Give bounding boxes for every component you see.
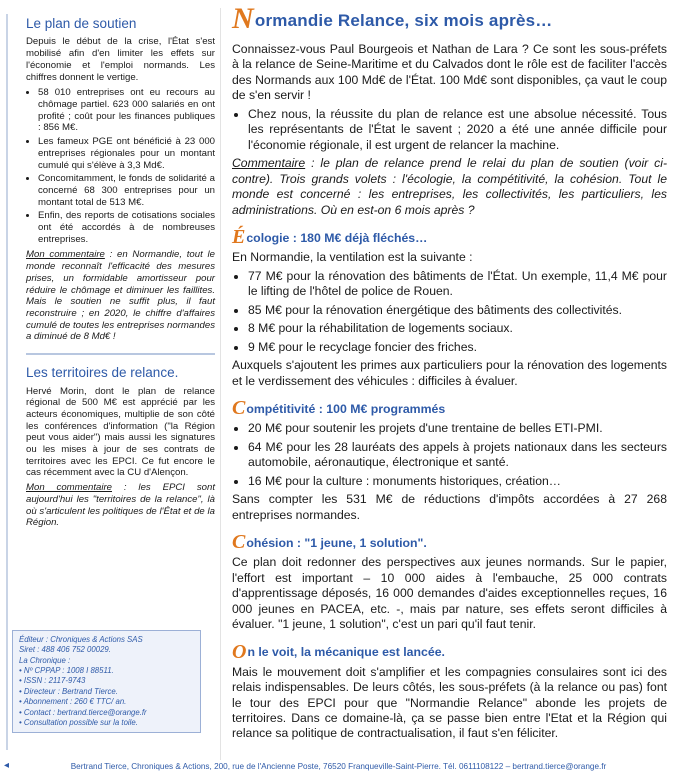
comment-text: : les EPCI sont aujourd'hui les "territoires de la relance", là où s'articulent les politiques de l'État et de la Région. <box>26 482 215 529</box>
ecologie-lead: En Normandie, la ventilation est la suivante : <box>232 250 473 265</box>
heading-text: cologie : 180 M€ déjà fléchés… <box>246 230 428 245</box>
list-item: • 58 010 entreprises ont eu recours au chômage partiel. 623 000 salariés en ont profité ; coût pour les finances publiques : 856 M€. <box>38 87 215 134</box>
article-comment <box>232 156 667 218</box>
ecologie-list <box>232 269 667 355</box>
comment-label: Mon commentaire <box>26 482 112 494</box>
comment-label: Commentaire <box>232 156 306 171</box>
heading-drop-cap: O <box>232 640 247 663</box>
list-item: • Enfin, des reports de cotisations sociales ont été accordés à de nombreuses entreprises. <box>38 210 215 245</box>
colophon-box <box>12 630 201 733</box>
left-column-rule <box>6 14 8 750</box>
cohesion-body: Ce plan doit redonner des perspectives aux jeunes normands. Sur le papier, l'effort est important – 10 000 aides à l'embauche, 25 000 contrats d'apprentissage déposés, 16 000 demandes d'aides exceptionnelles reçues, 16 000 jeunes en PACEA, etc. -, mais par nature, ses effets seront difficiles à évaluer. "1 jeune, 1 solution", c'est un pari qu'il faut tenir. <box>232 555 667 632</box>
colophon-line: • Abonnement : 260 € TTC/ an. <box>19 697 127 707</box>
quote-list <box>232 107 667 153</box>
comment-text: : le plan de relance prend le relai du plan de soutien (voir ci-contre). Trois grands volets : l'écologie, la compétitivité, la cohésion. Tout le monde est concerné : les entreprises, les collectivités, les particuliers, les administrations. Où en est-on 6 mois après ? <box>232 156 667 217</box>
list-item: • 85 M€ pour la rénovation énergétique des bâtiments des collectivités. <box>248 303 667 318</box>
heading-text: ohésion : "1 jeune, 1 solution". <box>246 535 427 550</box>
list-item: • 64 M€ pour les 28 lauréats des appels à projets nationaux dans les secteurs automobile, aéronautique, électronique et santé. <box>248 440 667 471</box>
list-item: • 16 M€ pour la culture : monuments historiques, création… <box>248 474 667 489</box>
plan-soutien-title: Le plan de soutien <box>26 16 137 31</box>
competitivite-list <box>232 421 667 489</box>
page-footer: Bertrand Tierce, Chroniques & Actions, 200, rue de l'Ancienne Poste, 76520 Franqueville-Saint-Pierre. Tél. 0611108122 – bertrand.tierce@orange.fr <box>70 762 607 771</box>
cohesion-heading <box>232 531 667 554</box>
colophon-line: • Consultation possible sur la toile. <box>19 717 138 727</box>
list-item: • 77 M€ pour la rénovation des bâtiments de l'État. Un exemple, 11,4 M€ pour le lifting de l'hôtel de police de Rouen. <box>248 269 667 300</box>
territoires-comment <box>26 482 215 529</box>
main-article <box>232 2 667 744</box>
colophon-line: Siret : 488 406 752 00029. <box>19 645 111 655</box>
mecanique-body: Mais le mouvement doit s'amplifier et les compagnies consulaires sont ici des relais indispensables. De leurs côtés, les sous-préfets (à la relance ou pas) font le tour des EPCI pour que "Normandie Relance" abonde les projets de territoires. Dans ce domaine-là, ça se passe bien entre l'Etat et la Région qui relance sa politique de contractualisation, il faut s'en féliciter. <box>232 664 667 741</box>
heading-drop-cap: C <box>232 397 246 420</box>
competitivite-heading <box>232 397 667 420</box>
ecologie-heading <box>232 226 667 249</box>
list-item: • 9 M€ pour le recyclage foncier des friches. <box>248 340 667 355</box>
plan-soutien-intro: Depuis le début de la crise, l'État s'est mobilisé afin d'en limiter les effets sur l'économie et l'emploi normands. Les chiffres donnent le vertige. <box>26 36 215 83</box>
list-item: • Les fameux PGE ont bénéficié à 23 000 entreprises régionales pour un montant cumulé qui s'élève à 3,3 Md€. <box>38 136 215 171</box>
territoires-title: Les territoires de relance. <box>26 365 179 381</box>
colophon-line: • Contact : bertrand.tierce@orange.fr <box>19 707 147 717</box>
mecanique-heading <box>232 640 667 663</box>
colophon-line: • Directeur : Bertrand Tierce. <box>19 686 118 696</box>
colophon-line: • ISSN : 2117-9743 <box>19 676 86 686</box>
sidebar <box>10 6 215 529</box>
heading-drop-cap: É <box>232 226 246 249</box>
colophon-line: • Nº CPPAP : 1008 I 88511. <box>19 666 114 676</box>
section-divider <box>26 353 215 355</box>
colophon-line: Éditeur : Chroniques & Actions SAS <box>19 635 143 644</box>
colophon-line: La Chronique : <box>19 655 71 665</box>
page-marker-icon: ◂ <box>4 760 10 771</box>
title-drop-cap: N <box>232 2 254 35</box>
plan-soutien-comment <box>26 249 215 343</box>
list-item: • Chez nous, la réussite du plan de relance est une absolue nécessité. Tous les représentants de l'État le savent ; 2020 a été une année difficile pour l'économie régionale, il est urgent de relancer la machine. <box>248 107 667 153</box>
column-divider <box>220 8 221 760</box>
heading-drop-cap: C <box>232 531 246 554</box>
competitivite-after: Sans compter les 531 M€ de réductions d'impôts accordées à 27 268 entreprises normandes. <box>232 492 667 522</box>
plan-soutien-list <box>26 87 215 245</box>
territoires-body: Hervé Morin, dont le plan de relance régional de 500 M€ est apprécié par les acteurs économiques, multiplie de son côté les conférences d'information ("la Région peut vous aider") mais aussi les signatures ou les mises à jour de ses contrats de territoires avec les EPCI. Ce fut encore le cas récemment avec la CU d'Alençon. <box>26 385 215 479</box>
comment-text: : en Normandie, tout le monde reconnaît l'efficacité des mesures prises, un formidable amortisseur pour réduire le chômage et diminuer les faillites. Mais le soutien ne suffit plus, il faut reconstruire ; en 2020, le chiffre d'affaires cumulé de toutes les entreprises normandes a diminué de 8 Md€ ! <box>26 249 215 343</box>
list-item: • Concomitamment, le fonds de solidarité a concerné 68 300 entreprises pour un montant total de 513 M€. <box>38 173 215 208</box>
article-intro: Connaissez-vous Paul Bourgeois et Nathan de Lara ? Ce sont les sous-préfets à la relance de Seine-Maritime et du Calvados dont le rôle est de faciliter l'accès des Normands aux 100 Md€ de l'État. 100 Md€ sont disponibles, ça vaut le coup de s'en servir ! <box>232 42 667 103</box>
title-text: ormandie Relance, six mois après… <box>254 11 553 31</box>
comment-label: Mon commentaire <box>26 249 105 261</box>
heading-text: n le voit, la mécanique est lancée. <box>247 644 445 659</box>
list-item: • 20 M€ pour soutenir les projets d'une trentaine de belles ETI-PMI. <box>248 421 667 436</box>
ecologie-after: Auxquels s'ajoutent les primes aux particuliers pour la rénovation des logements et le verdissement des véhicules : difficiles à évaluer. <box>232 358 667 388</box>
article-title <box>232 2 667 35</box>
heading-text: ompétitivité : 100 M€ programmés <box>246 401 446 416</box>
list-item: • 8 M€ pour la réhabilitation de logements sociaux. <box>248 321 667 336</box>
